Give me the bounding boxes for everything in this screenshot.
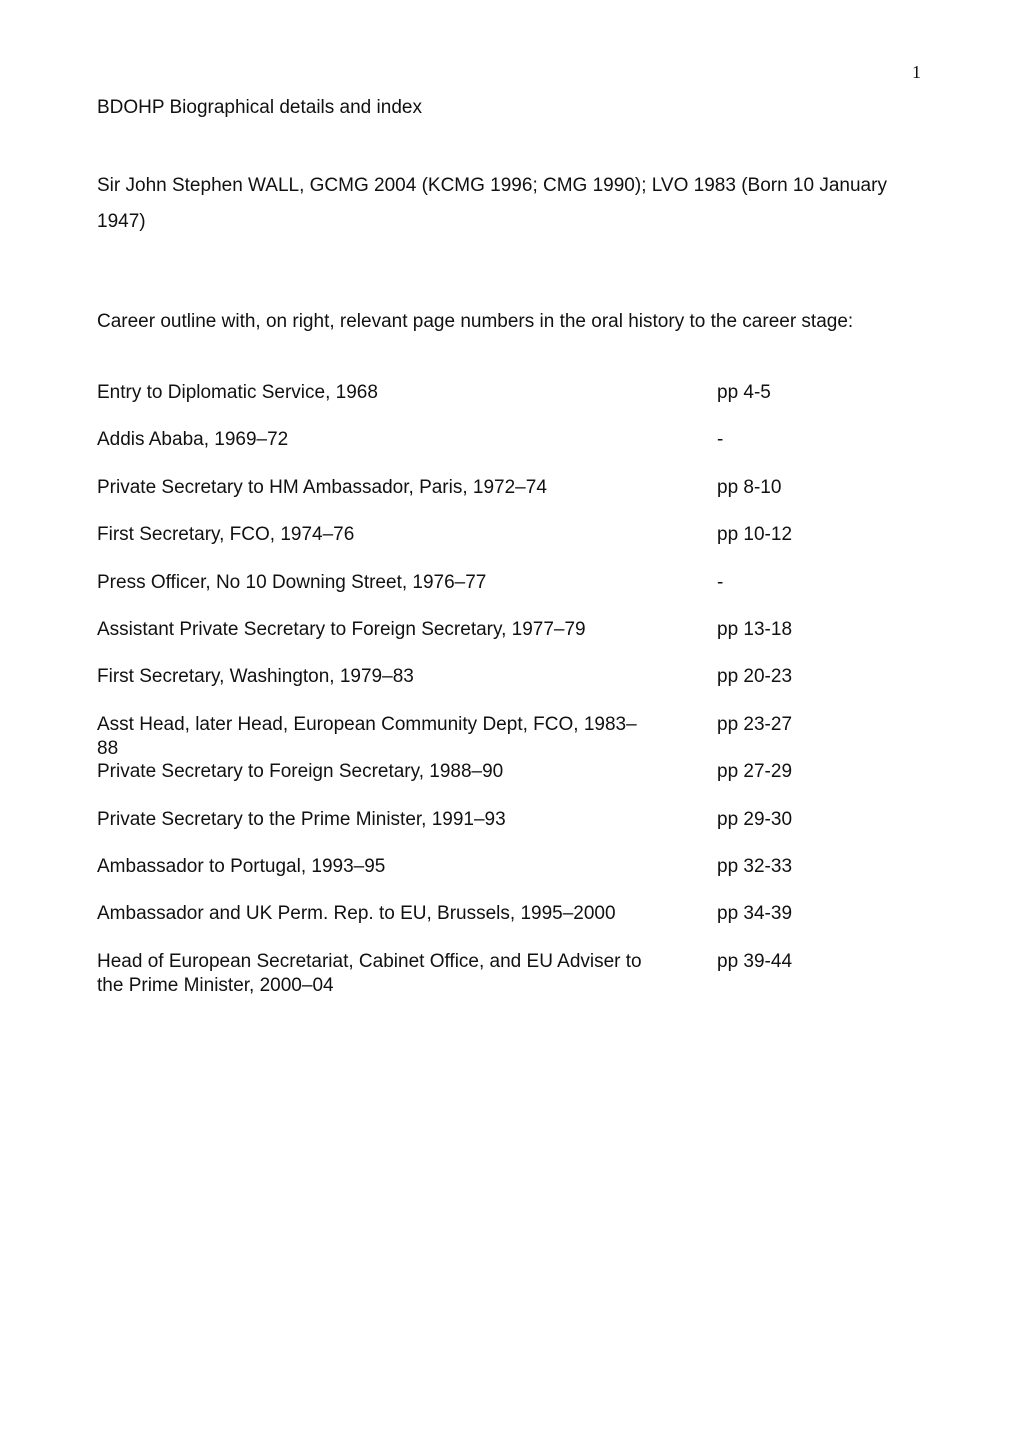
career-page-ref: pp 34-39 bbox=[717, 903, 793, 925]
career-stage: Private Secretary to HM Ambassador, Paris, 1972–74 bbox=[97, 476, 547, 498]
career-outline-list bbox=[97, 381, 917, 997]
career-stage: Entry to Diplomatic Service, 1968 bbox=[97, 382, 378, 403]
career-row bbox=[97, 855, 917, 902]
career-stage: Ambassador and UK Perm. Rep. to EU, Brussels, 1995–2000 bbox=[97, 903, 616, 925]
career-page-ref: - bbox=[717, 429, 724, 451]
career-page-ref: pp 27-29 bbox=[717, 761, 793, 783]
career-stage: First Secretary, Washington, 1979–83 bbox=[97, 666, 414, 688]
career-row bbox=[97, 381, 917, 428]
career-outline-intro: Career outline with, on right, relevant page numbers in the oral history to the career stage: bbox=[97, 311, 854, 332]
career-page-ref: pp 29-30 bbox=[717, 808, 793, 830]
career-stage: Press Officer, No 10 Downing Street, 1976–77 bbox=[97, 571, 487, 593]
career-row bbox=[97, 902, 917, 949]
career-row bbox=[97, 713, 917, 760]
career-row bbox=[97, 571, 917, 618]
document-title: BDOHP Biographical details and index bbox=[97, 97, 422, 118]
career-page-ref: - bbox=[717, 571, 724, 593]
page-number: 1 bbox=[912, 62, 921, 82]
career-stage: Private Secretary to the Prime Minister, 1991–93 bbox=[97, 808, 506, 830]
career-stage: Ambassador to Portugal, 1993–95 bbox=[97, 855, 386, 877]
career-row bbox=[97, 523, 917, 570]
career-row bbox=[97, 760, 917, 807]
career-page-ref: pp 8-10 bbox=[717, 476, 782, 498]
career-page-ref: pp 10-12 bbox=[717, 524, 793, 546]
career-page-ref: pp 13-18 bbox=[717, 618, 793, 640]
career-stage: Head of European Secretariat, Cabinet Office, and EU Adviser to the Prime Minister, 2000–04 bbox=[97, 950, 642, 996]
career-row bbox=[97, 950, 917, 997]
career-stage: First Secretary, FCO, 1974–76 bbox=[97, 524, 355, 546]
career-page-ref: pp 32-33 bbox=[717, 855, 793, 877]
career-row bbox=[97, 428, 917, 475]
career-row bbox=[97, 618, 917, 665]
career-stage: Assistant Private Secretary to Foreign Secretary, 1977–79 bbox=[97, 618, 586, 640]
career-row bbox=[97, 808, 917, 855]
career-page-ref: pp 23-27 bbox=[717, 713, 793, 735]
subject-name-and-honours: Sir John Stephen WALL, GCMG 2004 (KCMG 1996; CMG 1990); LVO 1983 (Born 10 January 1947) bbox=[97, 175, 887, 232]
career-stage: Asst Head, later Head, European Community Dept, FCO, 1983–88 bbox=[97, 713, 637, 759]
career-row bbox=[97, 476, 917, 523]
career-page-ref: pp 39-44 bbox=[717, 950, 793, 972]
career-page-ref: pp 20-23 bbox=[717, 666, 793, 688]
career-row bbox=[97, 665, 917, 712]
career-stage: Private Secretary to Foreign Secretary, 1988–90 bbox=[97, 761, 504, 783]
career-page-ref: pp 4-5 bbox=[717, 382, 771, 403]
career-stage: Addis Ababa, 1969–72 bbox=[97, 429, 289, 451]
